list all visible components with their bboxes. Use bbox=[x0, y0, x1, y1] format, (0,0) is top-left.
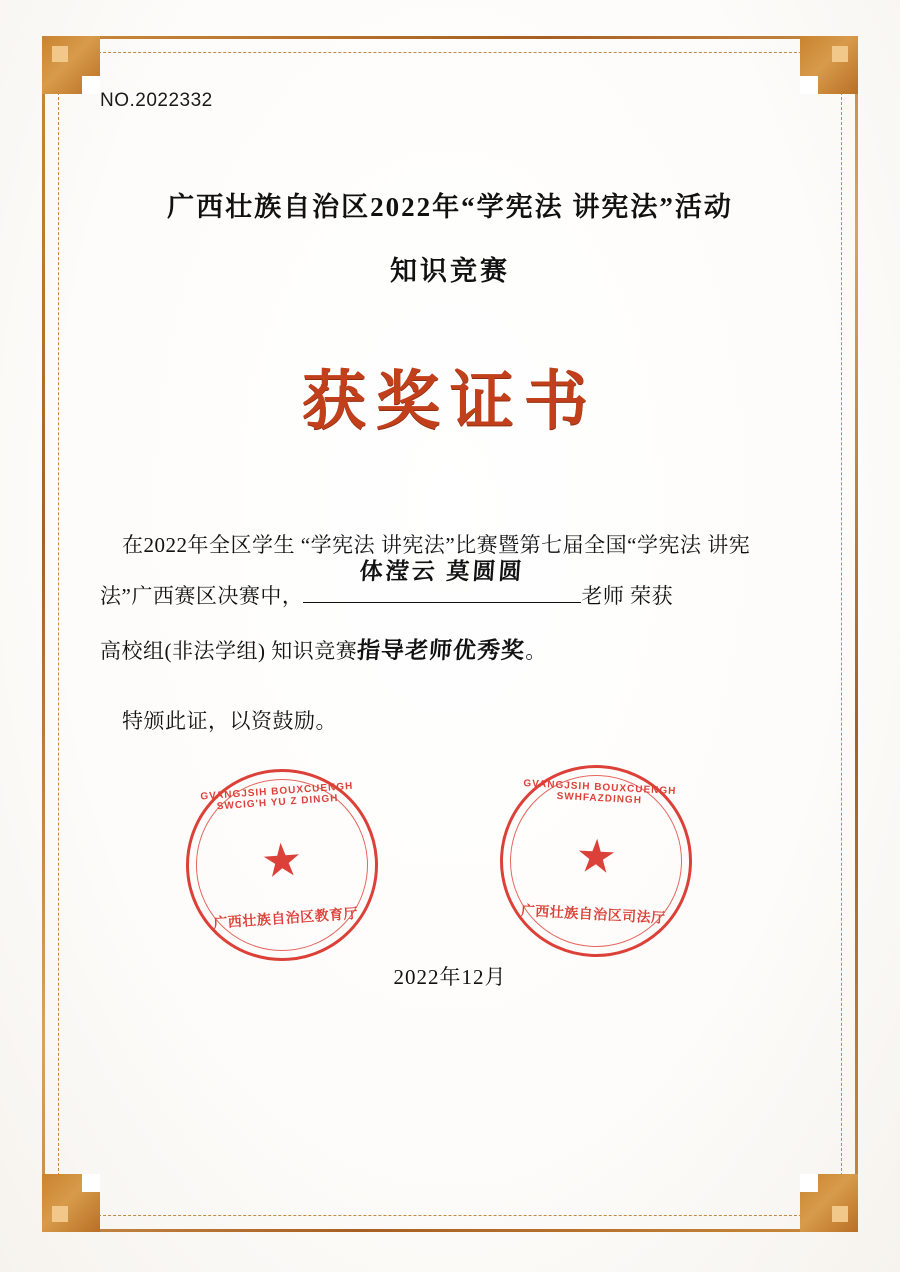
recipient-name: 体滢云 莫圆圆 bbox=[359, 559, 526, 585]
seal-chinese-text: 广西壮族自治区教育厅 bbox=[212, 907, 359, 933]
certificate-main-title: 获奖证书 bbox=[302, 366, 598, 437]
official-seal-justice-department bbox=[495, 760, 697, 962]
award-name: 指导老师优秀奖 bbox=[356, 637, 527, 663]
seal-romanized-text: GVANGJSIH BOUXCUENGH SWHFAZDINGH bbox=[523, 778, 677, 807]
star-icon: ★ bbox=[259, 834, 305, 888]
official-seal-education-department bbox=[180, 763, 385, 968]
recipient-name-field bbox=[303, 559, 581, 603]
seal-area bbox=[100, 765, 800, 995]
seal-chinese-text: 广西壮族自治区司法厅 bbox=[520, 904, 666, 927]
certificate-content bbox=[100, 78, 800, 1182]
corner-notch-top-right bbox=[800, 76, 818, 94]
event-title-line-1: 广西壮族自治区2022年“学宪法 讲宪法”活动 bbox=[167, 192, 733, 222]
closing-statement: 特颁此证，以资鼓励。 bbox=[122, 709, 337, 734]
serial-number: NO.2022332 bbox=[100, 90, 213, 111]
body-line-3 bbox=[100, 623, 800, 679]
star-icon: ★ bbox=[574, 830, 619, 884]
body-line-1: 在2022年全区学生 “学宪法 讲宪法”比赛暨第七届全国“学宪法 讲宪 bbox=[122, 533, 751, 557]
corner-notch-bottom-left bbox=[82, 1174, 100, 1192]
body-line-2-suffix: 老师 荣获 bbox=[581, 584, 674, 609]
seal-romanized-text: GVANGJSIH BOUXCUENGH SWCIG'H YU Z DINGH bbox=[200, 781, 354, 813]
corner-notch-top-left bbox=[82, 76, 100, 94]
body-line-2 bbox=[100, 559, 800, 622]
body-line-2-prefix: 法”广西赛区决赛中， bbox=[100, 584, 304, 609]
certificate-body bbox=[100, 520, 800, 679]
corner-notch-bottom-right bbox=[800, 1174, 818, 1192]
body-line-3-suffix: 。 bbox=[525, 638, 547, 663]
issue-date: 2022年12月 bbox=[393, 965, 507, 990]
event-title-line-2: 知识竞赛 bbox=[390, 256, 510, 286]
body-line-3-prefix: 高校组(非法学组) 知识竞赛 bbox=[100, 638, 358, 663]
